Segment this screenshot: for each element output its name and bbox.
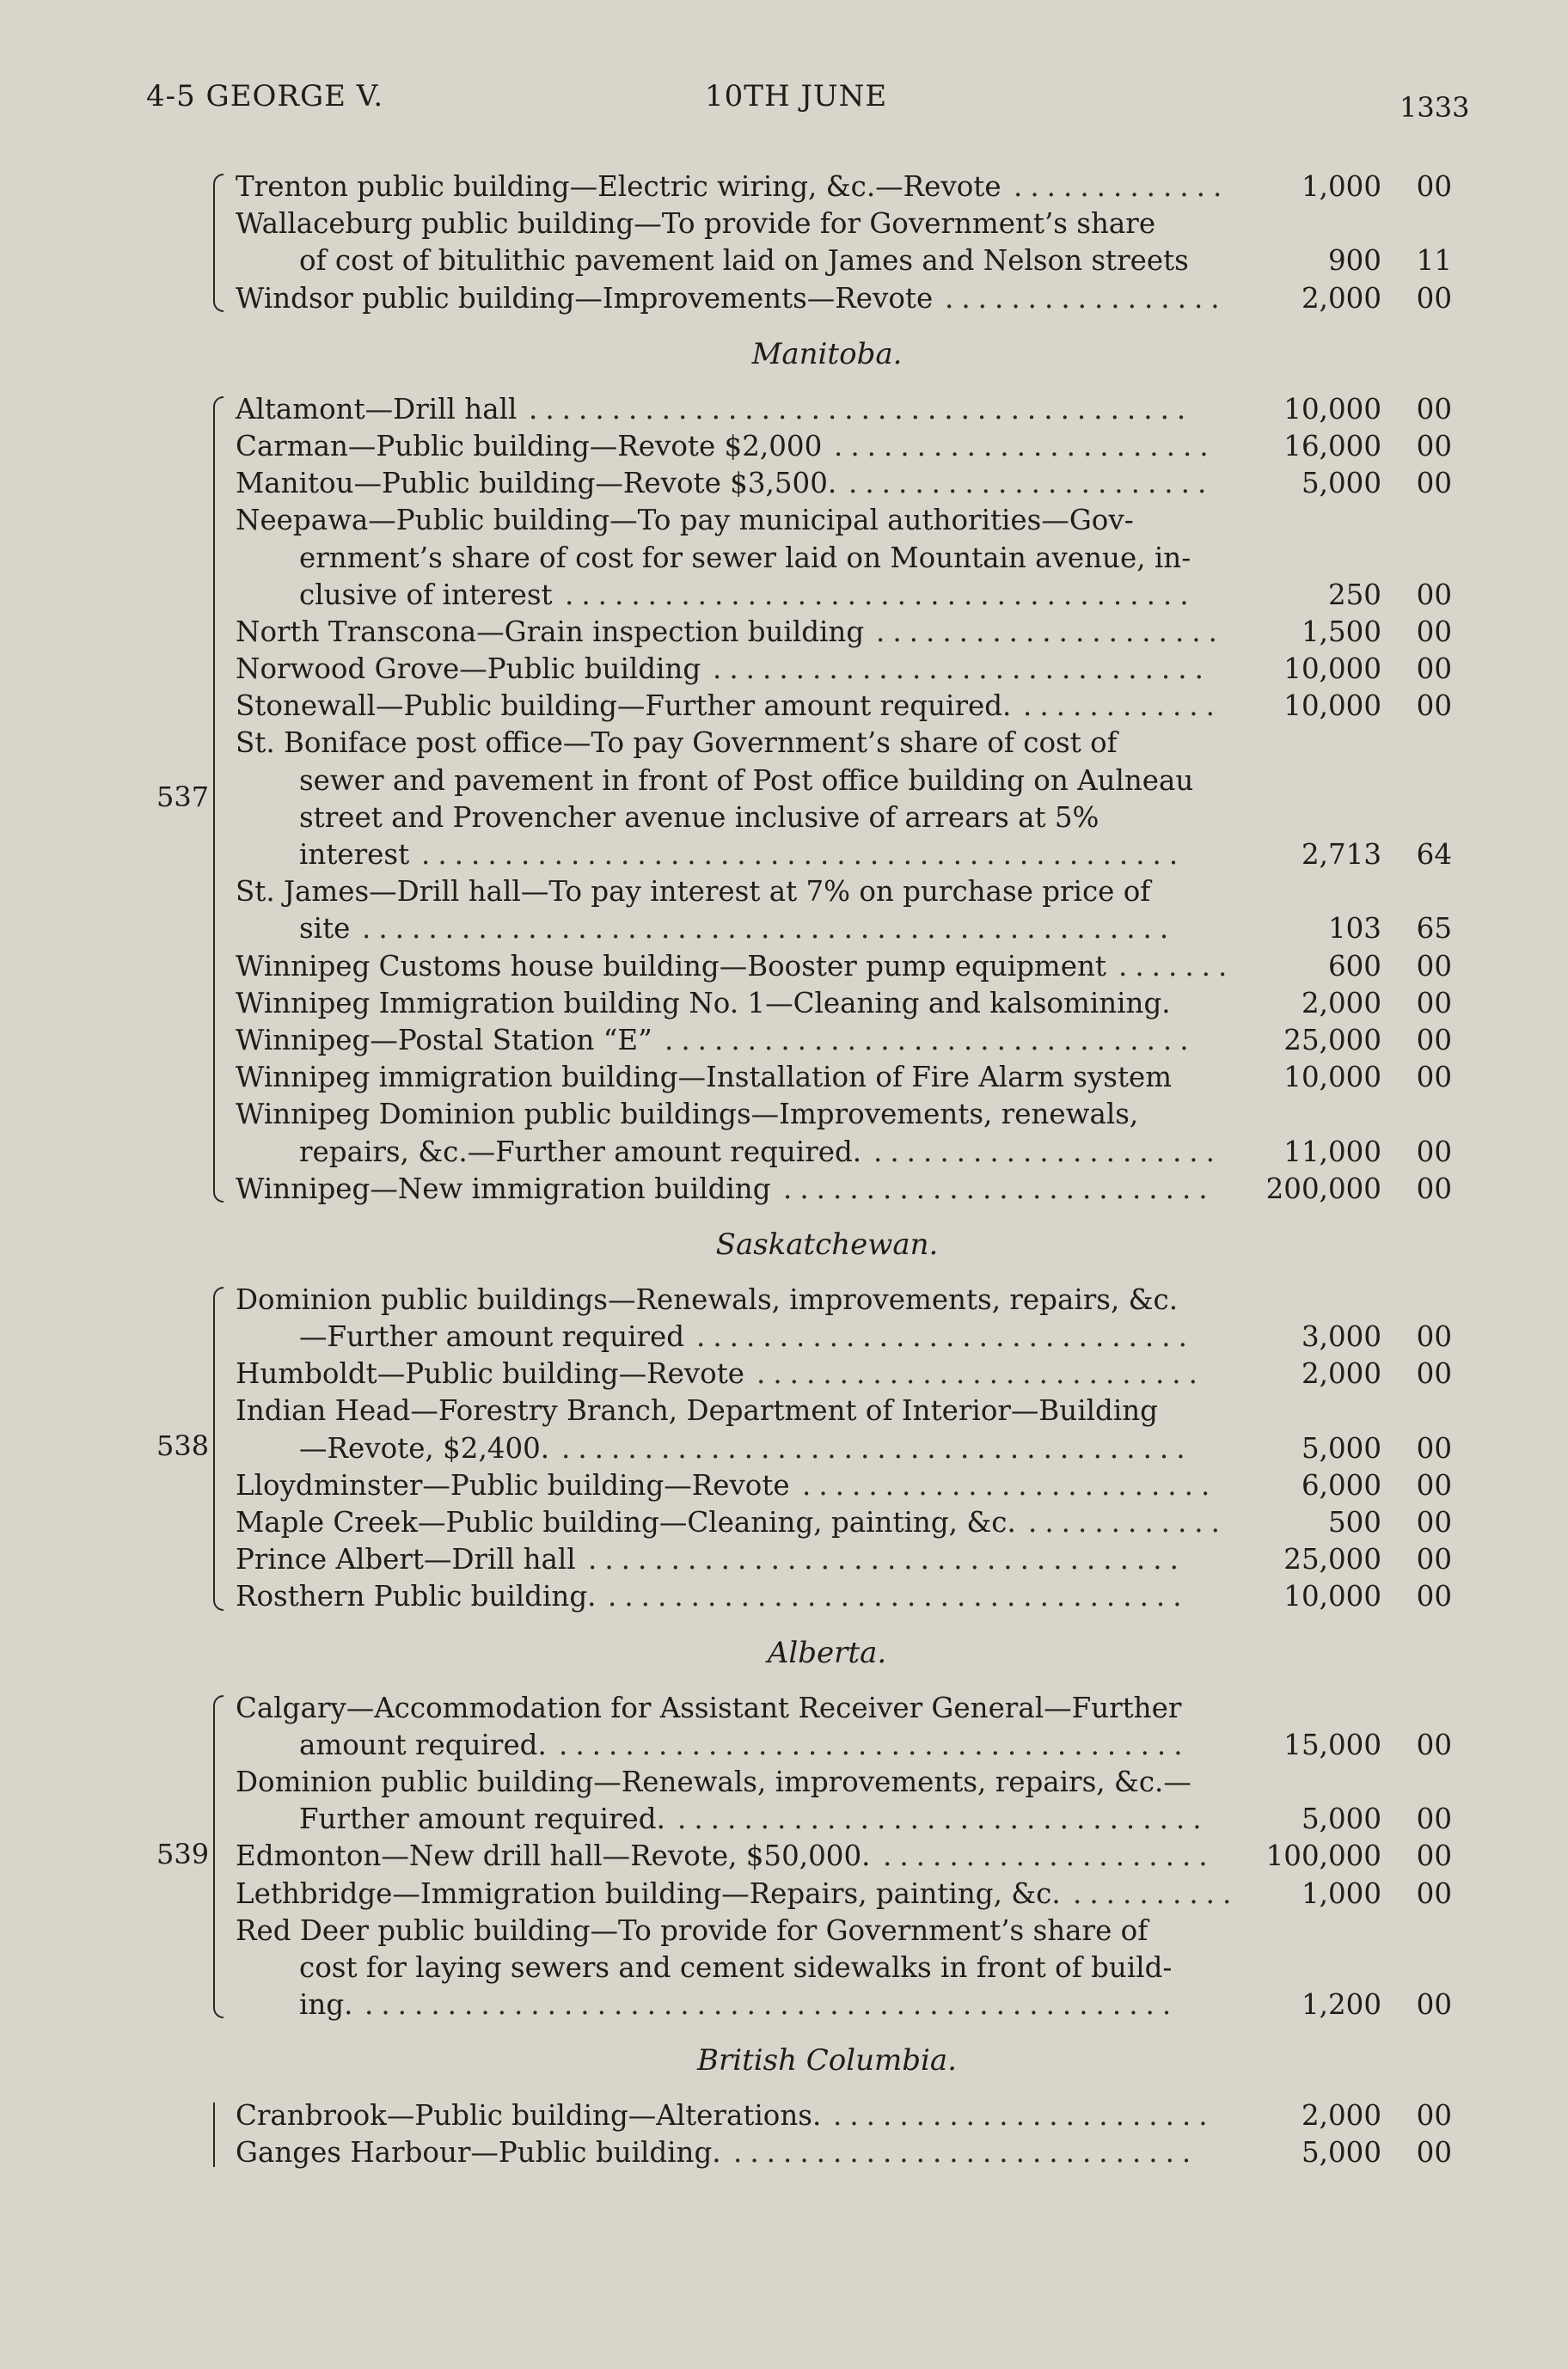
- amount-dollars: 100,000: [1265, 1839, 1381, 1873]
- dot-leader: ............................: [733, 2136, 1199, 2170]
- province-heading: Alberta.: [767, 1635, 887, 1670]
- amount-cents: 11: [1416, 244, 1452, 278]
- item-description: Norwood Grove—Public building: [236, 652, 701, 686]
- estimate-line: [0, 1504, 1568, 1541]
- estimate-line: [0, 1986, 1568, 2023]
- dot-leader: .................: [945, 281, 1228, 315]
- item-description: Calgary—Accommodation for Assistant Receiver General—Further: [236, 1691, 1182, 1724]
- estimate-line: [0, 1096, 1568, 1133]
- dot-leader: ...................................: [608, 1580, 1190, 1613]
- item-description: interest: [299, 838, 410, 871]
- estimate-line: [0, 205, 1568, 242]
- item-amount: [1194, 242, 1452, 279]
- province-section: [0, 317, 1568, 1208]
- item-description: Dominion public buildings—Renewals, improvements, repairs, &c.: [236, 1282, 1179, 1316]
- item-description: site: [299, 912, 351, 946]
- estimate-line: [0, 1171, 1568, 1208]
- amount-dollars: 16,000: [1283, 429, 1381, 462]
- amount-dollars: 6,000: [1301, 1468, 1381, 1502]
- amount-cents: 00: [1416, 1468, 1452, 1502]
- estimate-line: [0, 1319, 1568, 1356]
- amount-dollars: 900: [1327, 244, 1381, 278]
- page-header: [0, 79, 1568, 122]
- vote-number: 537: [156, 780, 210, 813]
- estimate-line: [0, 762, 1568, 799]
- item-description: Carman—Public building—Revote $2,000: [236, 429, 823, 462]
- dot-leader: ......................................: [559, 1728, 1191, 1761]
- header-session: 4-5 GEORGE V.: [146, 79, 384, 113]
- estimate-line: [0, 1059, 1568, 1096]
- estimate-line: [0, 540, 1568, 577]
- dot-leader: .................................................: [364, 1988, 1179, 2022]
- amount-dollars: 1,000: [1301, 1876, 1381, 1910]
- dot-leader: .........................: [802, 1468, 1218, 1502]
- item-description: sewer and pavement in front of Post office building on Aulneau: [299, 763, 1194, 797]
- amount-dollars: 2,000: [1301, 2099, 1381, 2133]
- estimate-line: [0, 1690, 1568, 1727]
- item-description: Manitou—Public building—Revote $3,500.: [236, 467, 837, 500]
- amount-cents: 00: [1416, 1172, 1452, 1205]
- amount-dollars: 10,000: [1283, 689, 1381, 723]
- item-description: Stonewall—Public building—Further amount required.: [236, 689, 1012, 723]
- dot-leader: ..........................: [783, 1172, 1216, 1205]
- amount-dollars: 10,000: [1283, 1061, 1381, 1094]
- amount-cents: 00: [1416, 392, 1452, 425]
- estimate-line: [0, 502, 1568, 539]
- amount-cents: 00: [1416, 467, 1452, 500]
- amount-cents: 00: [1416, 1061, 1452, 1094]
- item-description: street and Provencher avenue inclusive of arrears at 5%: [299, 800, 1099, 834]
- estimate-line: [0, 1134, 1568, 1171]
- item-description: Altamont—Drill hall: [236, 392, 518, 425]
- estimate-line: [0, 1356, 1568, 1393]
- item-amount: [1194, 985, 1452, 1022]
- amount-cents: 00: [1416, 1135, 1452, 1168]
- amount-cents: 00: [1416, 2099, 1452, 2133]
- item-description: Winnipeg immigration building—Installation of Fire Alarm system: [236, 1061, 1173, 1094]
- estimate-line: [0, 725, 1568, 762]
- item-description: clusive of interest: [299, 578, 553, 611]
- vote-group: [0, 1690, 1568, 2024]
- dot-leader: .................................................: [362, 912, 1177, 946]
- estimate-line: [0, 1950, 1568, 1986]
- amount-dollars: 25,000: [1283, 1023, 1381, 1056]
- estimate-line: [0, 428, 1568, 465]
- dot-leader: ....................................: [588, 1543, 1186, 1576]
- vote-number: 539: [156, 1838, 210, 1871]
- estimate-line: [0, 836, 1568, 873]
- item-description: Further amount required.: [299, 1803, 665, 1836]
- item-description: St. Boniface post office—To pay Government’s share of cost of: [236, 726, 1118, 760]
- amount-dollars: 1,200: [1301, 1988, 1381, 2022]
- item-description: repairs, &c.—Further amount required.: [299, 1135, 862, 1168]
- dot-leader: ..........: [1073, 1876, 1240, 1910]
- estimate-line: [0, 242, 1568, 279]
- item-description: cost for laying sewers and cement sidewalks in front of build-: [299, 1950, 1173, 1984]
- dot-leader: ......................................: [561, 1431, 1193, 1465]
- province-section: [0, 168, 1568, 317]
- dot-leader: .............: [1014, 170, 1230, 203]
- province-heading: Saskatchewan.: [715, 1227, 939, 1262]
- province-heading: Manitoba.: [751, 336, 903, 371]
- amount-cents: 00: [1416, 429, 1452, 462]
- estimate-line: [0, 985, 1568, 1022]
- amount-cents: 00: [1416, 1357, 1452, 1391]
- vote-group: [0, 1282, 1568, 1616]
- estimate-line: [0, 948, 1568, 985]
- dot-leader: ......................: [848, 467, 1215, 500]
- item-description: Neepawa—Public building—To pay municipal authorities—Gov-: [236, 504, 1134, 537]
- amount-cents: 00: [1416, 615, 1452, 648]
- item-description: Edmonton—New drill hall—Revote, $50,000.: [236, 1839, 871, 1873]
- dot-leader: ..............................: [713, 652, 1211, 686]
- item-description: Dominion public building—Renewals, improvements, repairs, &c.—: [236, 1765, 1191, 1798]
- amount-dollars: 10,000: [1283, 652, 1381, 686]
- page-number: 1333: [1400, 91, 1470, 124]
- amount-cents: 64: [1416, 838, 1452, 871]
- amount-dollars: 3,000: [1301, 1320, 1381, 1354]
- amount-dollars: 500: [1327, 1506, 1381, 1539]
- amount-cents: 00: [1416, 1988, 1452, 2022]
- amount-cents: 00: [1416, 689, 1452, 723]
- amount-cents: 00: [1416, 2136, 1452, 2170]
- item-description: Indian Head—Forestry Branch, Department of Interior—Building: [236, 1394, 1158, 1428]
- item-description: Lethbridge—Immigration building—Repairs, painting, &c.: [236, 1876, 1061, 1910]
- item-description: amount required.: [299, 1728, 547, 1761]
- amount-dollars: 15,000: [1283, 1728, 1381, 1761]
- dot-leader: ......................................: [565, 578, 1197, 611]
- amount-dollars: 2,713: [1301, 838, 1381, 871]
- amount-dollars: 5,000: [1301, 1431, 1381, 1465]
- estimate-line: [0, 2097, 1568, 2134]
- estimate-line: [0, 688, 1568, 725]
- amount-cents: 00: [1416, 1803, 1452, 1836]
- dot-leader: .......................: [834, 429, 1216, 462]
- item-description: St. James—Drill hall—To pay interest at 7% on purchase price of: [236, 875, 1151, 909]
- estimate-line: [0, 1393, 1568, 1429]
- estimate-line: [0, 910, 1568, 947]
- dot-leader: ................................: [677, 1803, 1210, 1836]
- estimate-line: [0, 465, 1568, 502]
- item-description: ing.: [299, 1988, 353, 2022]
- estimate-line: [0, 651, 1568, 688]
- amount-dollars: 5,000: [1301, 1803, 1381, 1836]
- estimate-line: [0, 1876, 1568, 1913]
- item-description: Wallaceburg public building—To provide for Government’s share: [236, 207, 1156, 241]
- item-description: —Further amount required: [299, 1320, 685, 1354]
- item-description: Maple Creek—Public building—Cleaning, painting, &c.: [236, 1506, 1016, 1539]
- item-description: of cost of bitulithic pavement laid on James and Nelson streets: [299, 244, 1189, 278]
- estimate-line: [0, 168, 1568, 205]
- amount-cents: 00: [1416, 652, 1452, 686]
- amount-dollars: 5,000: [1301, 467, 1381, 500]
- estimate-line: [0, 2134, 1568, 2171]
- amount-dollars: 103: [1327, 912, 1381, 946]
- dot-leader: .......: [1118, 949, 1235, 982]
- estimate-line: [0, 1541, 1568, 1578]
- vote-group: [0, 2097, 1568, 2171]
- amount-dollars: 1,000: [1301, 170, 1381, 203]
- estimate-line: [0, 1282, 1568, 1319]
- amount-dollars: 5,000: [1301, 2136, 1381, 2170]
- amount-dollars: 2,000: [1301, 1357, 1381, 1391]
- dot-leader: ........................................: [529, 392, 1194, 425]
- province-section: [0, 2023, 1568, 2171]
- item-description: Ganges Harbour—Public building.: [236, 2136, 721, 2170]
- dot-leader: ............: [1028, 1506, 1228, 1539]
- item-description: Winnipeg—Postal Station “E”: [236, 1023, 652, 1056]
- province-heading: British Columbia.: [696, 2043, 957, 2078]
- province-section: [0, 1616, 1568, 2024]
- estimate-line: [0, 873, 1568, 910]
- item-description: Trenton public building—Electric wiring, &c.—Revote: [236, 170, 1001, 203]
- item-description: North Transcona—Grain inspection building: [236, 615, 865, 648]
- amount-cents: 00: [1416, 1839, 1452, 1873]
- vote-group: [0, 391, 1568, 1208]
- amount-cents: 00: [1416, 986, 1452, 1019]
- estimate-line: [0, 577, 1568, 614]
- amount-cents: 00: [1416, 1580, 1452, 1613]
- amount-cents: 00: [1416, 1728, 1452, 1761]
- item-description: Windsor public building—Improvements—Revote: [236, 281, 934, 315]
- dot-leader: .......................: [833, 2099, 1216, 2133]
- estimates-list: [0, 168, 1568, 2172]
- vote-number: 538: [156, 1429, 210, 1463]
- estimate-line: [0, 799, 1568, 836]
- amount-dollars: 1,500: [1301, 615, 1381, 648]
- dot-leader: ...........................: [756, 1357, 1205, 1391]
- amount-dollars: 10,000: [1283, 1580, 1381, 1613]
- amount-cents: 00: [1416, 1506, 1452, 1539]
- amount-dollars: 600: [1327, 949, 1381, 982]
- item-amount: [1194, 1059, 1452, 1096]
- vote-group: [0, 168, 1568, 317]
- amount-dollars: 2,000: [1301, 986, 1381, 1019]
- dot-leader: ..............................................: [421, 838, 1186, 871]
- item-description: ernment’s share of cost for sewer laid on Mountain avenue, in-: [299, 541, 1191, 574]
- item-description: Red Deer public building—To provide for Government’s share of: [236, 1913, 1148, 1947]
- estimate-line: [0, 1764, 1568, 1801]
- estimate-line: [0, 1467, 1568, 1504]
- estimate-line: [0, 614, 1568, 651]
- dot-leader: .....................: [876, 615, 1225, 648]
- header-date: 10TH JUNE: [705, 79, 888, 113]
- estimate-line: [0, 1913, 1568, 1950]
- item-description: Rosthern Public building.: [236, 1580, 597, 1613]
- dot-leader: ............: [1023, 689, 1222, 723]
- estimate-line: [0, 1838, 1568, 1875]
- estimate-line: [0, 1801, 1568, 1838]
- item-description: Winnipeg Immigration building No. 1—Cleaning and kalsomining.: [236, 986, 1171, 1019]
- item-description: Winnipeg—New immigration building: [236, 1172, 771, 1205]
- amount-dollars: 25,000: [1283, 1543, 1381, 1576]
- amount-cents: 00: [1416, 1543, 1452, 1576]
- amount-cents: 00: [1416, 949, 1452, 982]
- estimate-line: [0, 391, 1568, 428]
- item-description: Humboldt—Public building—Revote: [236, 1357, 745, 1391]
- dot-leader: .....................: [873, 1135, 1222, 1168]
- item-description: Winnipeg Dominion public buildings—Improvements, renewals,: [236, 1098, 1139, 1131]
- estimate-line: [0, 1022, 1568, 1059]
- estimate-line: [0, 1578, 1568, 1615]
- estimate-line: [0, 280, 1568, 317]
- estimate-line: [0, 1430, 1568, 1467]
- amount-dollars: 200,000: [1265, 1172, 1381, 1205]
- amount-dollars: 10,000: [1283, 392, 1381, 425]
- amount-cents: 00: [1416, 281, 1452, 315]
- amount-dollars: 2,000: [1301, 281, 1381, 315]
- item-description: —Revote, $2,400.: [299, 1431, 550, 1465]
- amount-dollars: 250: [1327, 578, 1381, 611]
- amount-cents: 00: [1416, 1023, 1452, 1056]
- amount-dollars: 11,000: [1283, 1135, 1381, 1168]
- estimate-line: [0, 1727, 1568, 1764]
- amount-cents: 00: [1416, 1320, 1452, 1354]
- item-description: Winnipeg Customs house building—Booster pump equipment: [236, 949, 1106, 982]
- item-description: Cranbrook—Public building—Alterations.: [236, 2099, 822, 2133]
- amount-cents: 00: [1416, 1876, 1452, 1910]
- amount-cents: 00: [1416, 170, 1452, 203]
- item-description: Prince Albert—Drill hall: [236, 1543, 576, 1576]
- item-description: Lloydminster—Public building—Revote: [236, 1468, 790, 1502]
- dot-leader: ....................: [883, 1839, 1216, 1873]
- province-section: [0, 1208, 1568, 1616]
- amount-cents: 00: [1416, 1431, 1452, 1465]
- dot-leader: ..............................: [696, 1320, 1195, 1354]
- amount-cents: 00: [1416, 578, 1452, 611]
- amount-cents: 65: [1416, 912, 1452, 946]
- dot-leader: ................................: [665, 1023, 1197, 1056]
